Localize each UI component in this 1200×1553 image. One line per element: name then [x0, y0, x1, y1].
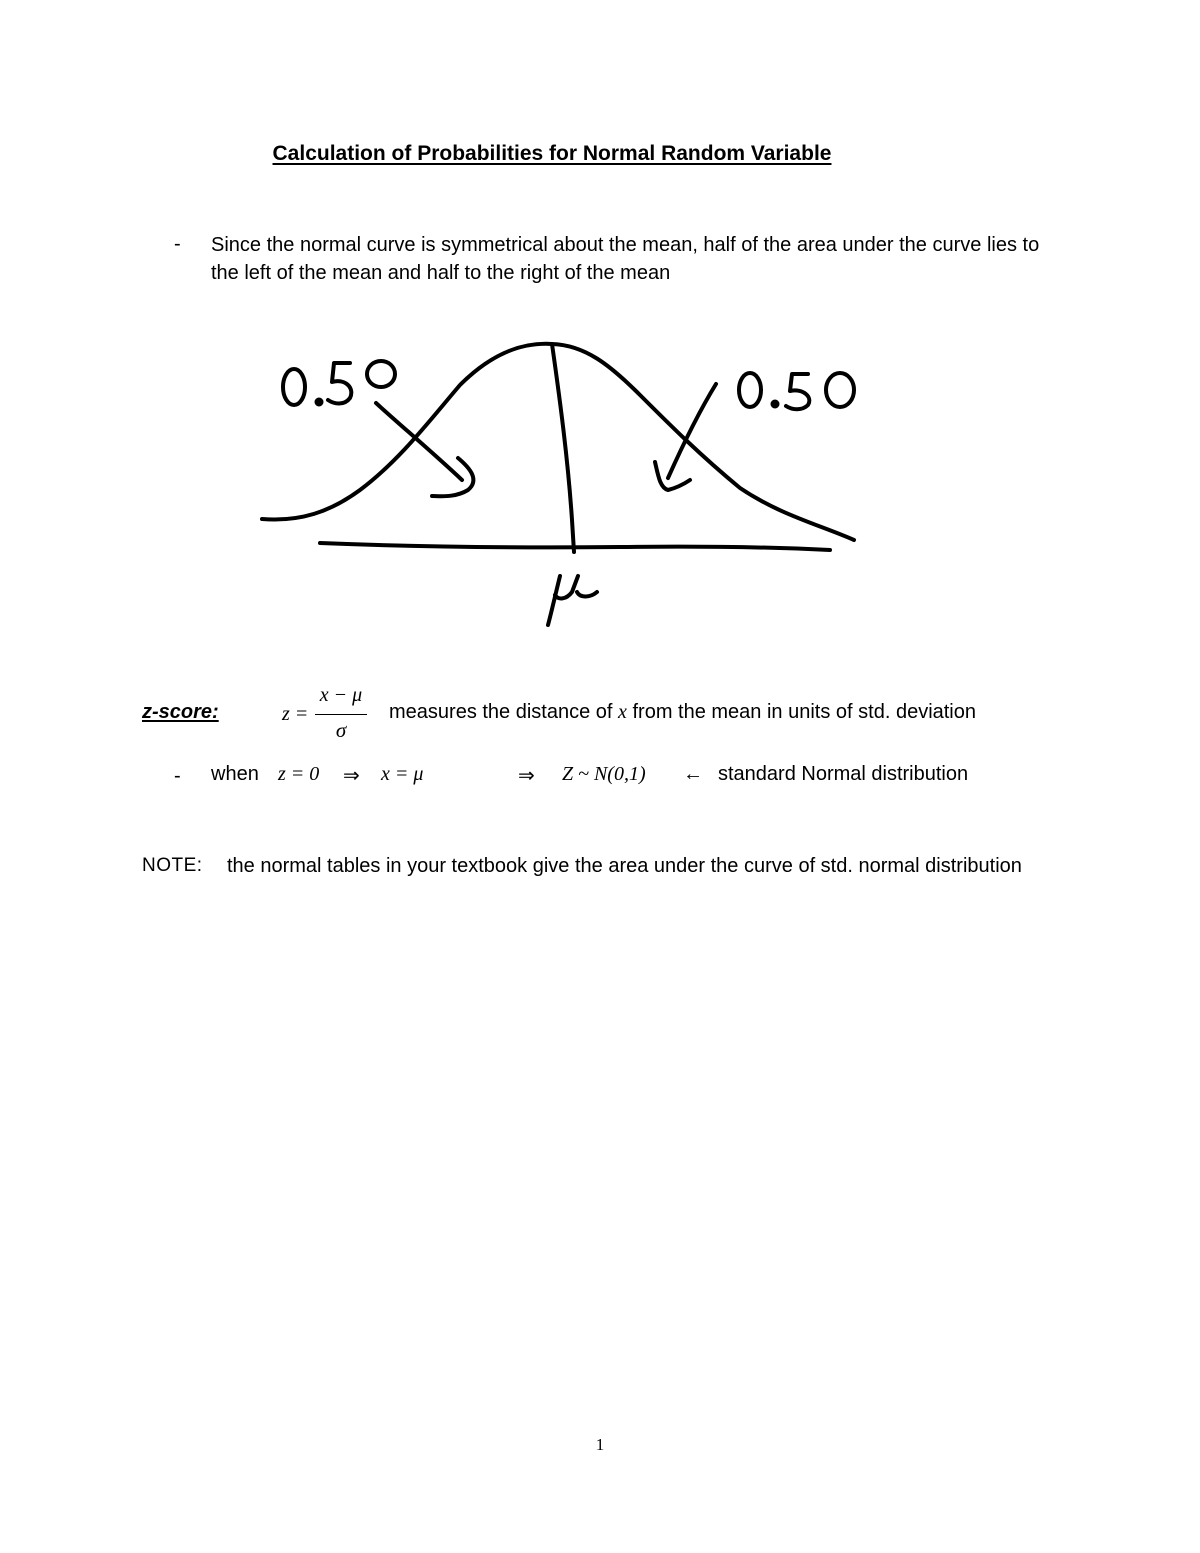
- mean-text: μ: [570, 600, 571, 601]
- left-area-label: [283, 361, 395, 405]
- normal-curve-figure: [250, 330, 870, 640]
- zscore-fraction: [313, 684, 369, 746]
- fraction-denominator: σ: [335, 718, 347, 742]
- fraction-bar: [315, 714, 367, 715]
- zscore-label: z-score:: [142, 701, 219, 723]
- bullet-marker: -: [174, 765, 181, 787]
- standard-normal-description: standard Normal distribution: [718, 763, 969, 785]
- result-x-equals-mu: x = μ: [381, 763, 424, 785]
- left-area-text: 0.50: [320, 395, 322, 396]
- page-number: 1: [595, 1435, 605, 1454]
- left-arrow: ←: [683, 763, 703, 785]
- implies-arrow: ⇒: [343, 765, 360, 787]
- zscore-lhs: z =: [282, 703, 309, 725]
- bullet-marker: -: [174, 233, 181, 255]
- standard-normal-notation: Z ~ N(0,1): [562, 763, 646, 785]
- condition-z-zero: z = 0: [278, 763, 320, 785]
- note-text: the normal tables in your textbook give the area under the curve of std. normal distribution: [227, 855, 1022, 877]
- fraction-numerator: x − μ: [319, 684, 363, 706]
- right-area-label: [739, 373, 854, 409]
- mean-mu-symbol: [548, 576, 597, 625]
- implies-arrow: ⇒: [518, 765, 535, 787]
- symmetry-paragraph: Since the normal curve is symmetrical about the mean, half of the area under the curve lies to the left of the mean and half to the right of the mean: [211, 234, 1040, 284]
- left-area-arrow: [376, 403, 462, 480]
- note-label: NOTE:: [142, 855, 203, 876]
- page-title: Calculation of Probabilities for Normal Random Variable: [272, 142, 832, 165]
- mean-line: [552, 344, 574, 552]
- when-word: when: [211, 763, 259, 785]
- zscore-description: measures the distance of x from the mean in units of std. deviation: [389, 701, 976, 723]
- right-area-text: 0.50: [790, 395, 792, 396]
